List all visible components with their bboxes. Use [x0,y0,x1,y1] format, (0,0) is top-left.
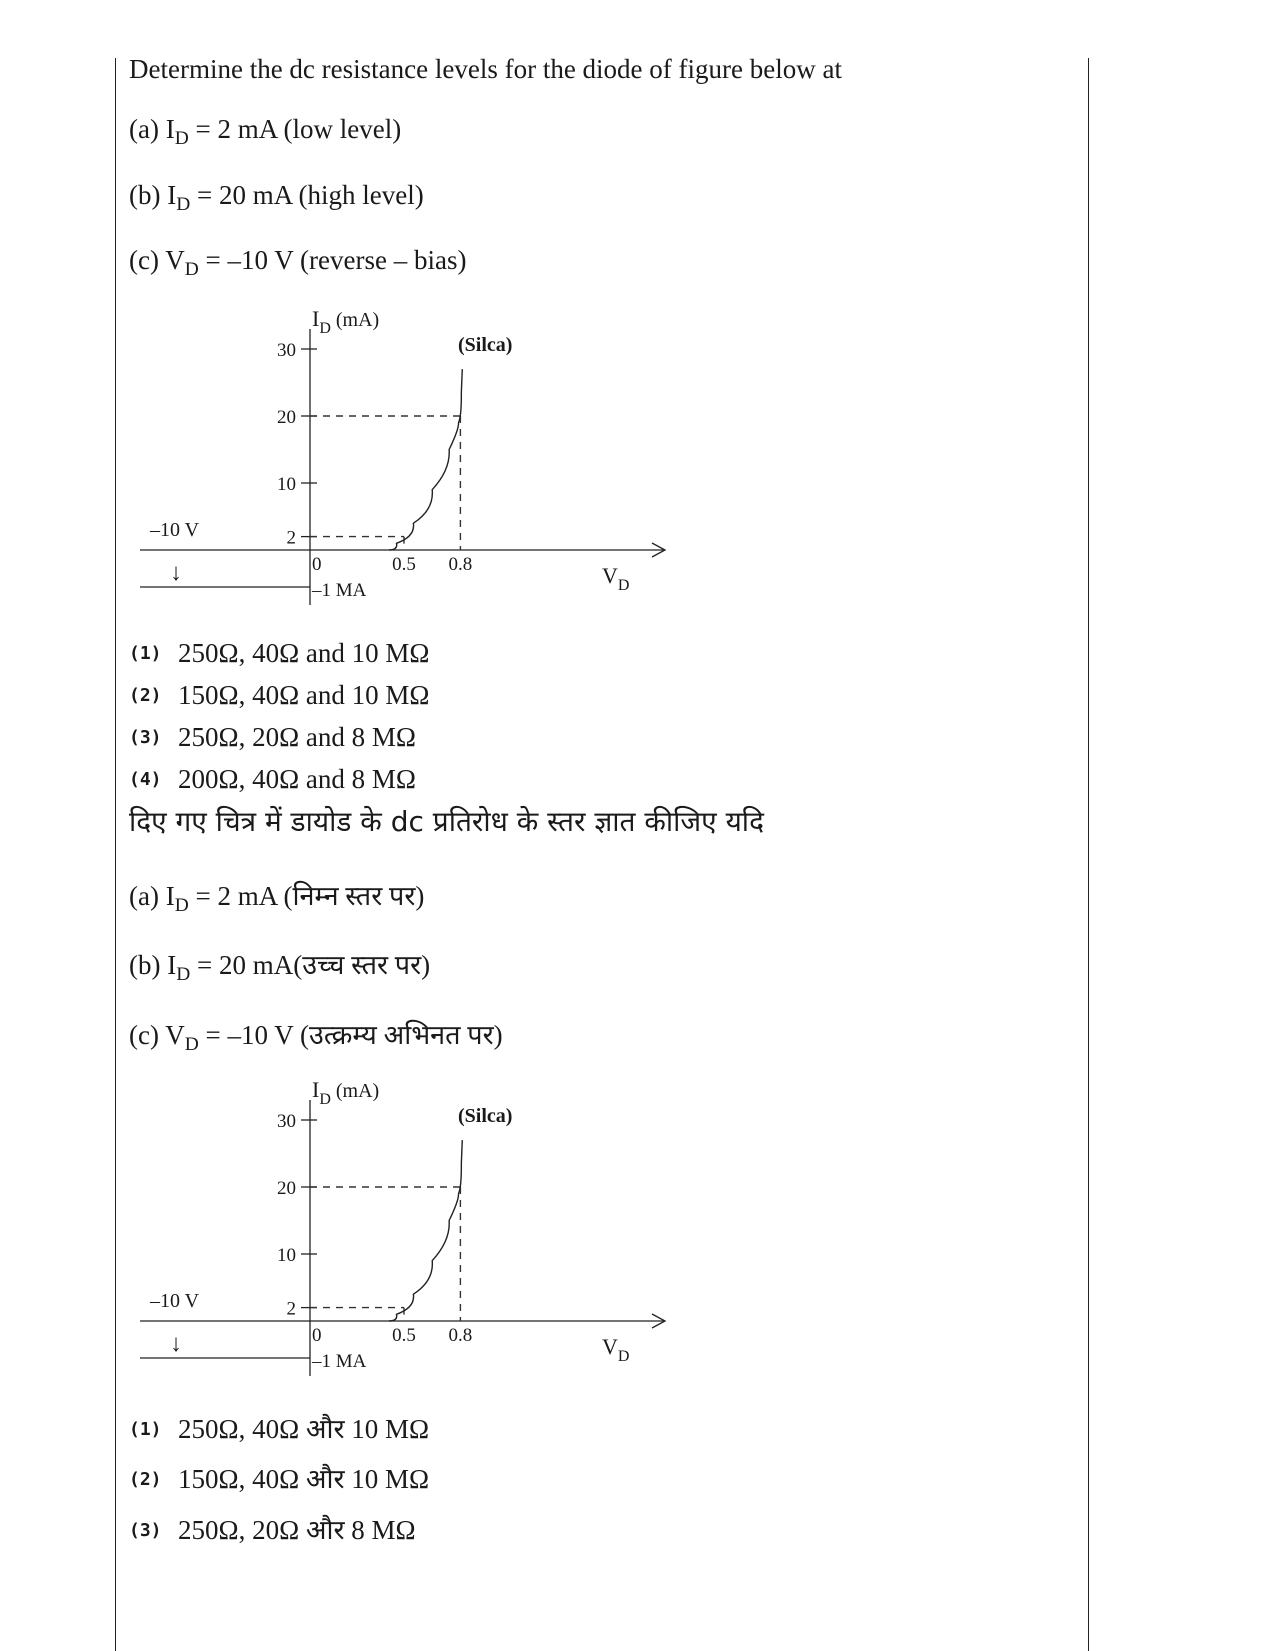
option-text[interactable]: 250Ω, 40Ω and 10 MΩ [178,638,430,668]
part-c-prefix: (c) V [129,1020,185,1050]
option-number: (4) [129,769,162,790]
y-tick-label: 10 [277,1245,296,1266]
part-a-prefix: (a) I [129,881,175,911]
part-b-subscript: D [176,194,191,216]
diode-characteristic-chart [140,306,700,624]
part-b-text: = 20 mA (high level) [190,180,424,210]
part-a-text: = 2 mA (low level) [188,114,402,144]
reverse-current-label: –1 MA [312,580,367,601]
option-text[interactable]: 200Ω, 40Ω and 8 MΩ [178,764,416,794]
material-annotation: (Silca) [458,334,513,356]
y-axis-label: $I_D$ (mA) [312,1077,380,1108]
y-tick-label: 10 [277,474,296,495]
part-c-subscript: D [184,259,199,281]
x-axis-label: $V_D$ [602,563,630,594]
part-a-subscript: D [174,895,189,917]
reverse-voltage-label: –10 V [150,519,200,541]
part-a [129,114,402,150]
part-b-hindi [129,950,431,986]
option-number: (1) [129,1419,162,1440]
part-c-text: = –10 V (उत्क्रम्य अभिनत पर) [198,1020,503,1050]
part-b-text: = 20 mA(उच्च स्तर पर) [190,950,431,980]
x-tick-label: 0.8 [448,1325,473,1346]
y-tick-label: 20 [277,407,296,428]
down-arrow-icon: ↓ [170,560,182,586]
part-b-prefix: (b) I [129,180,177,210]
x-tick-label: 0 [312,1325,322,1346]
diode-curve [389,1140,462,1321]
y-tick-label: 30 [277,1111,296,1132]
reverse-current-label: –1 MA [312,1351,367,1372]
question-intro-hindi: दिए गए चित्र में डायोड के dc प्रतिरोध के स्तर ज्ञात कीजिए यदि [129,805,764,838]
x-tick-label: 0 [312,554,322,575]
y-axis-label: $I_D$ (mA) [312,306,380,337]
question-intro: Determine the dc resistance levels for the diode of figure below at [129,54,842,84]
x-tick-label: 0.5 [392,1325,416,1346]
part-b-prefix: (b) I [129,950,177,980]
y-tick-label: 2 [286,527,296,549]
option-number: (2) [129,685,162,706]
part-c-prefix: (c) V [129,245,185,275]
y-tick-label: 2 [286,1298,296,1320]
part-c-hindi [129,1020,503,1056]
part-a-subscript: D [174,128,189,150]
part-a-text: = 2 mA (निम्न स्तर पर) [188,881,425,911]
x-tick-label: 0.5 [392,554,416,575]
option-text[interactable]: 250Ω, 20Ω and 8 MΩ [178,722,416,752]
reverse-voltage-label: –10 V [150,1290,200,1312]
option-number: (3) [129,727,162,748]
diode-curve [389,369,462,550]
part-c-subscript: D [184,1034,199,1056]
down-arrow-icon: ↓ [170,1331,182,1357]
part-b [129,180,424,216]
option-number: (3) [129,1520,162,1541]
option-text[interactable]: 150Ω, 40Ω और 10 MΩ [178,1464,430,1494]
option-text[interactable]: 150Ω, 40Ω and 10 MΩ [178,680,430,710]
right-margin-rule [1088,58,1089,1651]
option-number: (1) [129,643,162,664]
part-a-hindi [129,881,425,917]
part-c-text: = –10 V (reverse – bias) [198,245,467,275]
diode-characteristic-chart-hindi [140,1077,700,1395]
y-tick-label: 20 [277,1178,296,1199]
left-margin-rule [115,58,116,1651]
part-b-subscript: D [176,964,191,986]
y-tick-label: 30 [277,340,296,361]
material-annotation: (Silca) [458,1105,513,1127]
x-axis-label: $V_D$ [602,1334,630,1365]
part-c [129,245,467,281]
part-a-prefix: (a) I [129,114,175,144]
option-text[interactable]: 250Ω, 40Ω और 10 MΩ [178,1414,430,1444]
option-number: (2) [129,1469,162,1490]
option-text[interactable]: 250Ω, 20Ω और 8 MΩ [178,1515,416,1545]
x-tick-label: 0.8 [448,554,473,575]
